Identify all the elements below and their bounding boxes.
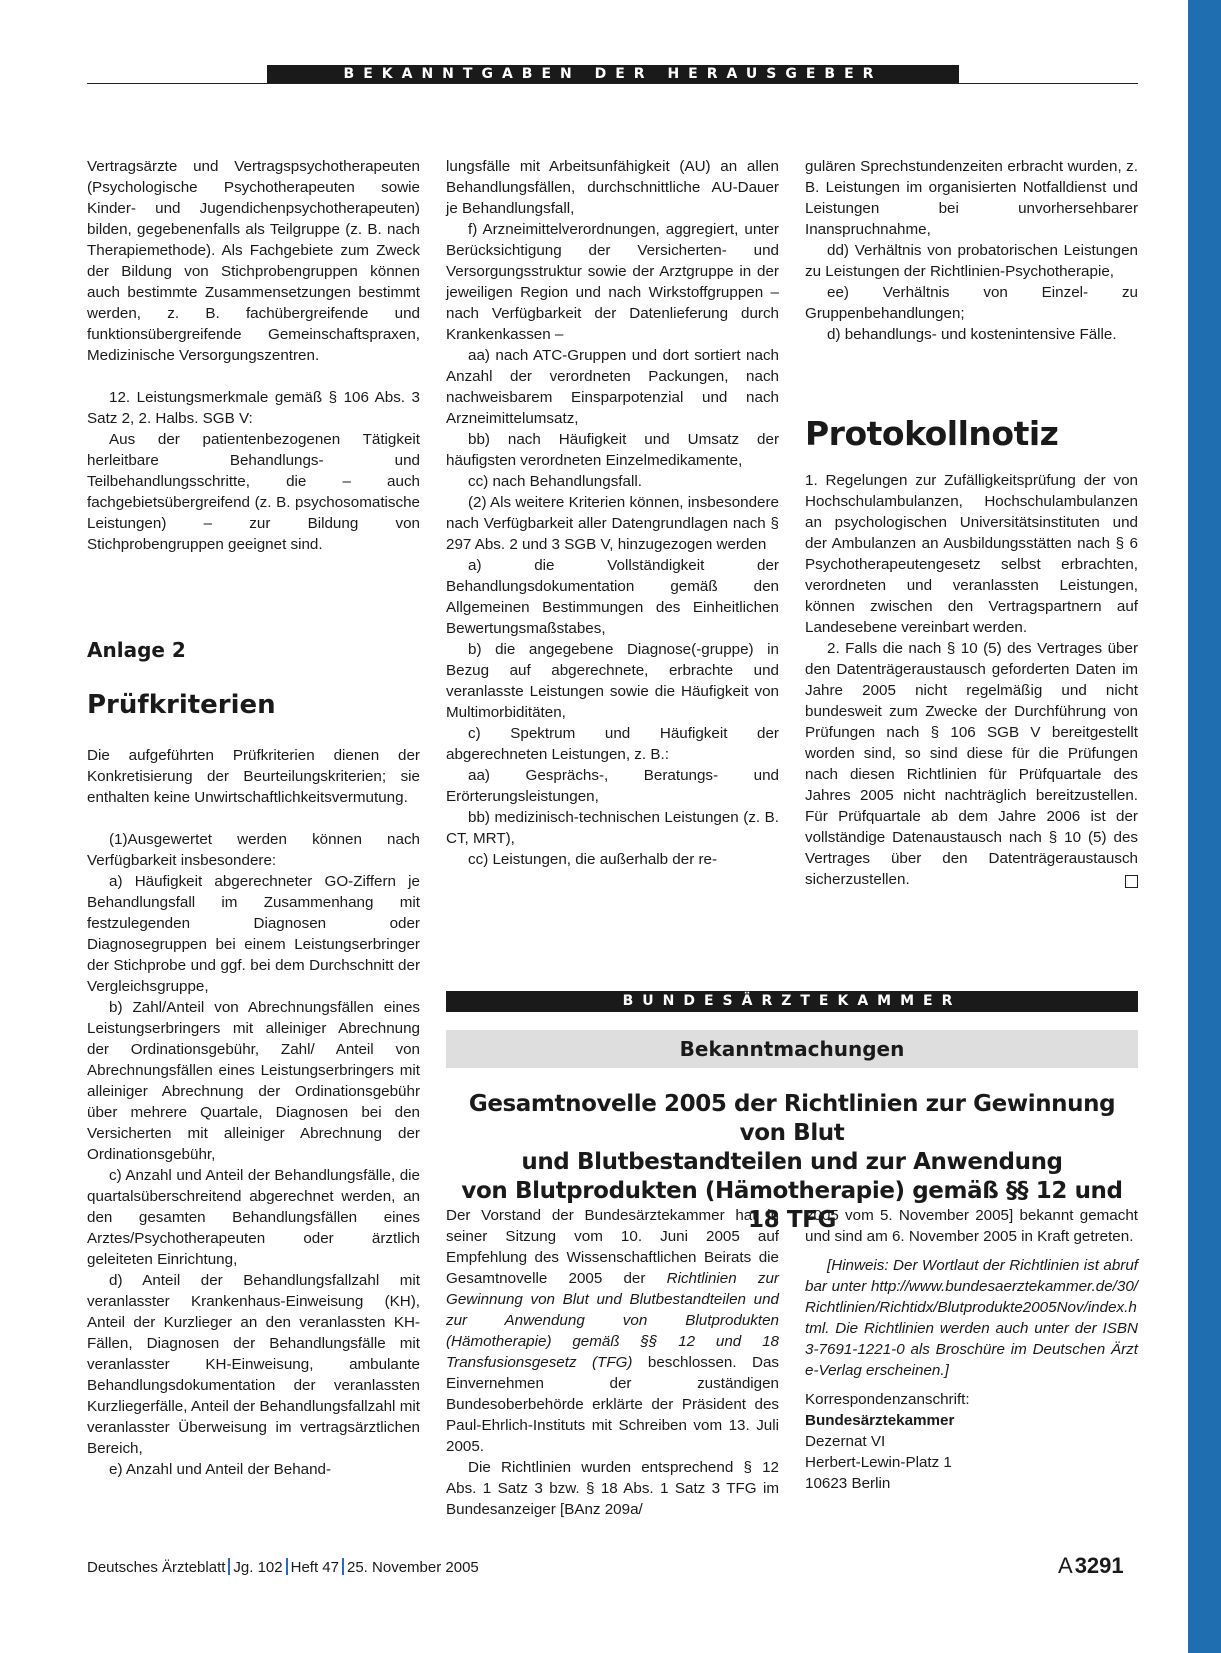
paragraph: [446, 1205, 779, 1457]
paragraph: f) Arzneimittelverordnungen, aggregiert, unter Berücksichtigung der Versicherten- und Versorgungsstruktur sowie der Arztgruppe in der jeweiligen Region und nach Wirkstoffgruppen – nach Verfügbarkeit der Datenlieferung durch Krankenkassen –: [446, 221, 779, 343]
column-2-top: [446, 156, 779, 870]
journal-volume: Jg. 102: [233, 1559, 283, 1576]
paragraph: a) Häufigkeit abgerechneter GO-Ziffern je Behandlungsfall im Zusammenhang mit festzulegenden Diagnosen oder Diagnosegruppen bei einem Leistungserbringer der Stichprobe und ggf. bei dem Durchschnitt der Vergleichsgruppe,: [87, 873, 420, 995]
paragraph: (1)Ausgewertet werden können nach Verfügbarkeit insbesondere:: [87, 831, 420, 869]
paragraph: aa) Gesprächs-, Beratungs- und Erörterungsleistungen,: [446, 767, 779, 805]
correspondence-city: 10623 Berlin: [805, 1475, 891, 1492]
footer-separator: [342, 1558, 344, 1575]
correspondence-street: Herbert-Lewin-Platz 1: [805, 1454, 952, 1471]
column-3-top: [805, 156, 1138, 345]
text-run: beschlossen. Das Einvernehmen der zuständigen Bundesoberbehörde erklärte der Präsident des Paul-Ehrlich-Instituts mit Schreiben vom 13. Juli 2005.: [446, 1354, 779, 1455]
paragraph: b) Zahl/Anteil von Abrechnungsfällen eines Leistungserbringers mit alleiniger Abrechnung der Ordinationsgebühr, Zahl/ Anteil von Abrechnungsfällen eines Leistungserbringers mit alleiniger Abrechnung der Ordinationsgebühr über mehrere Quartale, Diagnosen bei den Versicherten mit alleiniger Abrechnung der Ordinationsgebühr,: [87, 999, 420, 1163]
footer-separator: [286, 1558, 288, 1575]
paragraph: c) Anzahl und Anteil der Behandlungsfälle, die quartalsüberschreitend abgerechnet werden, an den gesamten Behandlungsfällen eines Arztes/Psychotherapeuten oder ärztlich geleiteten Einrichtung,: [87, 1167, 420, 1268]
section-banner-herausgeber: BEKANNTGABEN DER HERAUSGEBER: [267, 65, 959, 84]
paragraph: cc) nach Behandlungsfall.: [468, 473, 642, 490]
paragraph: b) die angegebene Diagnose(-gruppe) in Bezug auf abgerechnete, erbrachte und veranlasste Leistungen sowie die Häufigkeit von Multimorbiditäten,: [446, 641, 779, 721]
section-banner-bundesaerztekammer: BUNDESÄRZTEKAMMER: [446, 991, 1138, 1012]
paragraph: d) Anteil der Behandlungsfallzahl mit veranlasster Krankenhaus-Einweisung (KH), Anteil der Kurzlieger an den veranlassten KH-Fällen, Diagnosen der Behandlungsfälle mit veranlasster KH-Einweisung, ambulante Behandlungsdokumentation der veranlassten Kurzliegerfälle, Anteil der Behandlungsfallzahl mit veranlasster Überweisung im vertragsärztlichen Bereich,: [87, 1272, 420, 1457]
pruefkriterien-heading: Prüfkriterien: [87, 690, 276, 720]
paragraph: [805, 638, 1138, 890]
journal-name: Deutsches Ärzteblatt: [87, 1559, 226, 1576]
hinweis-note: [Hinweis: Der Wortlaut der Richtlinien ist abrufbar unter http://www.bundesaerztekammer.de/30/Richtlinien/Richtidx/Blutprodukte2005Nov/index.html. Die Richtlinien werden auch unter der ISBN 3-7691-1221-0 als Broschüre im Deutschen Ärzte-Verlag erscheinen.]: [805, 1257, 1138, 1379]
protokollnotiz-heading: Protokollnotiz: [805, 414, 1059, 453]
correspondence-org: Bundesärztekammer: [805, 1412, 955, 1429]
article-column-right: [805, 1205, 1138, 1494]
paragraph: bb) medizinisch-technischen Leistungen (z. B. CT, MRT),: [446, 809, 779, 847]
title-line: und Blutbestandteilen und zur Anwendung: [521, 1149, 1063, 1175]
text-run: Der Vorstand der Bundesärztekammer hat in seiner Sitzung vom 10. Juni 2005 auf Empfehlung des Wissenschaftlichen Beirats die Gesamtnovelle 2005 der: [446, 1207, 779, 1287]
text-run-italic: Richtlinien zur Gewinnung von Blut und Blutbestandteilen und zur Anwendung von Blutprodukten (Hämotherapie) gemäß §§ 12 und 18 Transfusionsgesetz (TFG): [446, 1270, 779, 1371]
paragraph: 1. Regelungen zur Zufälligkeitsprüfung der von Hochschulambulanzen, Hochschulambulanzen an psychologischen Universitätsinstituten und der Ambulanzen an Ausbildungsstätten nach § 6 Psychotherapeutengesetz selbst erbrachten, verordneten und veranlassten Leistungen, können zwischen den Vertragspartnern auf Landesebene vereinbart werden.: [805, 472, 1138, 636]
bekanntmachungen-subhead: Bekanntmachungen: [446, 1030, 1138, 1068]
paragraph: Aus der patientenbezogenen Tätigkeit herleitbare Behandlungs- und Teilbehandlungsschritte, die – auch fachgebietsübergreifend (z. B. psychosomatische Leistungen) – zur Bildung von Stichprobengruppen geeignet sind.: [87, 431, 420, 553]
anlage-heading: Anlage 2: [87, 638, 186, 662]
end-of-article-mark: [1125, 875, 1138, 888]
paragraph: Vertragsärzte und Vertragspsychotherapeuten (Psychologische Psychotherapeuten sowie Kinder- und Jugendichenpsychotherapeuten) bilden, gegebenenfalls als Teilgruppe (z. B. nach Therapiemethode). Als Fachgebiete zum Zweck der Bildung von Stichprobengruppen können auch bestimmte Zusammensetzungen bestimmt werden, z. B. fachübergreifende und funktionsübergreifende Gemeinschaftspraxen, Medizinische Versorgungszentren.: [87, 158, 420, 364]
column-1-top: [87, 156, 420, 555]
paragraph: c) Spektrum und Häufigkeit der abgerechneten Leistungen, z. B.:: [446, 725, 779, 763]
paragraph: a) die Vollständigkeit der Behandlungsdokumentation gemäß den Allgemeinen Bestimmungen des Einheitlichen Bewertungsmaßstabes,: [446, 557, 779, 637]
article-column-left: [446, 1205, 779, 1520]
paragraph: lungsfälle mit Arbeitsunfähigkeit (AU) an allen Behandlungsfällen, durchschnittliche AU-Dauer je Behandlungsfall,: [446, 158, 779, 217]
paragraph: Die Richtlinien wurden entsprechend § 12 Abs. 1 Satz 3 bzw. § 18 Abs. 1 Satz 3 TFG im Bundesanzeiger [BAnz 209a/: [446, 1459, 779, 1518]
paragraph: Die aufgeführten Prüfkriterien dienen der Konkretisierung der Beurteilungskriterien; sie enthalten keine Unwirtschaftlichkeitsvermutung.: [87, 747, 420, 806]
paragraph: aa) nach ATC-Gruppen und dort sortiert nach Anzahl der verordneten Packungen, nach nachweisbarem Einsparpotenzial und nach Arzneimittelumsatz,: [446, 347, 779, 427]
page-prefix: A: [1058, 1553, 1073, 1578]
title-line: von Blutprodukten (Hämotherapie) gemäß §§ 12 und 18 TFG: [461, 1178, 1123, 1233]
paragraph: bb) nach Häufigkeit und Umsatz der häufigsten verordneten Einzelmedikamente,: [446, 431, 779, 469]
column-3-protokoll: [805, 470, 1138, 890]
paragraph: dd) Verhältnis von probatorischen Leistungen zu Leistungen der Richtlinien-Psychotherapie,: [805, 242, 1138, 280]
page-number: [1058, 1553, 1124, 1579]
paragraph: gulären Sprechstundenzeiten erbracht wurden, z. B. Leistungen im organisierten Notfalldienst und Leistungen bei unvorhersehbarer Inanspruchnahme,: [805, 158, 1138, 238]
paragraph: e) Anzahl und Anteil der Behand-: [109, 1461, 332, 1478]
paragraph: (2) Als weitere Kriterien können, insbesondere nach Verfügbarkeit aller Datengrundlagen nach § 297 Abs. 2 und 3 SGB V, hinzugezogen werden: [446, 494, 779, 553]
paragraph: 2005 vom 5. November 2005] bekannt gemacht und sind am 6. November 2005 in Kraft getreten.: [805, 1207, 1138, 1245]
header-rule: [87, 83, 1138, 84]
paragraph: 12. Leistungsmerkmale gemäß § 106 Abs. 3 Satz 2, 2. Halbs. SGB V:: [87, 389, 420, 427]
footer-separator: [228, 1558, 230, 1575]
paragraph: ee) Verhältnis von Einzel- zu Gruppenbehandlungen;: [805, 284, 1138, 322]
page-footer: [87, 1558, 479, 1578]
journal-issue: Heft 47: [290, 1559, 339, 1576]
paragraph: d) behandlungs- und kostenintensive Fälle.: [827, 326, 1117, 343]
journal-date: 25. November 2005: [347, 1559, 479, 1576]
correspondence-label: Korrespondenzanschrift:: [805, 1391, 970, 1408]
paragraph-text: 2. Falls die nach § 10 (5) des Vertrages über den Datenträgeraustausch geforderten Daten im Jahre 2005 nicht regelmäßig und nicht bundesweit zum Zwecke der Durchführung von Prüfungen nach § 106 SGB V bereitgestellt worden sind, so sind diese für die Prüfungen nach diesen Richtlinien für Prüfquartale des Jahres 2005 nicht nachträglich bereitzustellen. Für Prüfquartale ab dem Jahre 2006 ist der vollständige Datenaustausch nach § 10 (5) des Vertrages über den Datenträgeraustausch sicherzustellen.: [805, 640, 1138, 888]
column-1-bottom: [87, 745, 420, 1480]
edge-color-bar: [1188, 0, 1221, 1653]
title-line: Gesamtnovelle 2005 der Richtlinien zur Gewinnung von Blut: [468, 1091, 1116, 1146]
correspondence-dept: Dezernat VI: [805, 1433, 886, 1450]
page-number-value: 3291: [1074, 1553, 1124, 1578]
paragraph: cc) Leistungen, die außerhalb der re-: [468, 851, 718, 868]
